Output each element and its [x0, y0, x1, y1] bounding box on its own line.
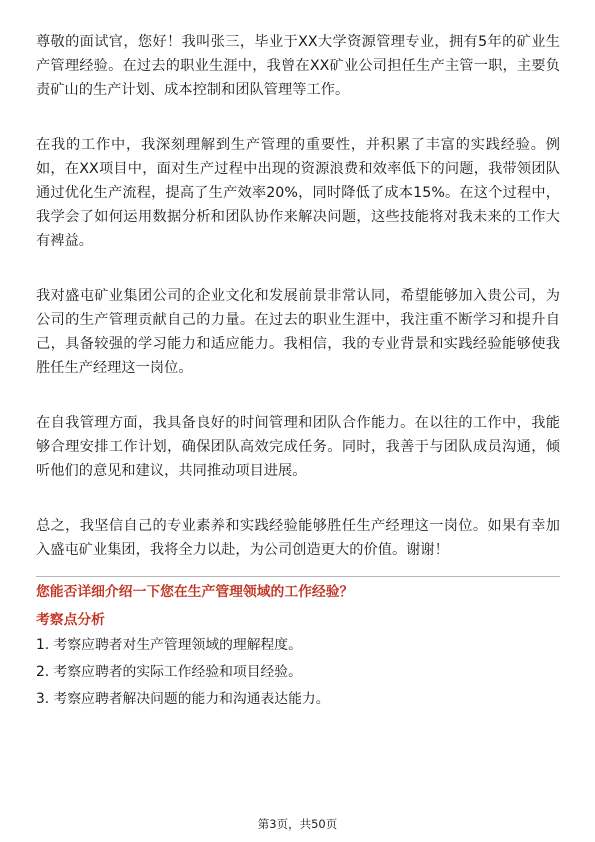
- paragraph: 尊敬的面试官，您好！我叫张三，毕业于XX大学资源管理专业，拥有5年的矿业生产管理经验。在过去的职业生涯中，我曾在XX矿业公司担任生产主管一职，主要负责矿山的生产计划、成本控制和团队管理等工作。: [36, 34, 560, 98]
- analysis-title: 考察点分析: [36, 612, 105, 628]
- paragraph: 我对盛屯矿业集团公司的企业文化和发展前景非常认同，希望能够加入贵公司，为公司的生产管理贡献自己的力量。在过去的职业生涯中，我注重不断学习和提升自己，具备较强的学习能力和适应能力。我相信，我的专业背景和实践经验能够使我胜任生产经理这一岗位。: [36, 288, 560, 376]
- analysis-list: [36, 635, 560, 710]
- page-number: 第3页，共50页: [257, 817, 338, 831]
- paragraph: 在自我管理方面，我具备良好的时间管理和团队合作能力。在以往的工作中，我能够合理安排工作计划，确保团队高效完成任务。同时，我善于与团队成员沟通，倾听他们的意见和建议，共同推动项目进展。: [36, 415, 560, 479]
- list-item: 3. 考察应聘者解决问题的能力和沟通表达能力。: [36, 691, 330, 707]
- document-body: [36, 30, 560, 716]
- paragraph: 总之，我坚信自己的专业素养和实践经验能够胜任生产经理这一岗位。如果有幸加入盛屯矿业集团，我将全力以赴，为公司创造更大的价值。谢谢！: [36, 518, 560, 558]
- list-item: 1. 考察应聘者对生产管理领域的理解程度。: [36, 637, 302, 653]
- list-item: 2. 考察应聘者的实际工作经验和项目经验。: [36, 664, 302, 680]
- interview-question: 您能否详细介绍一下您在生产管理领域的工作经验？: [36, 584, 354, 600]
- paragraph: 在我的工作中，我深刻理解到生产管理的重要性，并积累了丰富的实践经验。例如，在XX项目中，面对生产过程中出现的资源浪费和效率低下的问题，我带领团队通过优化生产流程，提高了生产效率20%，同时降低了成本15%。在这个过程中，我学会了如何运用数据分析和团队协作来解决问题，这些技能将对我未来的工作大有裨益。: [36, 137, 560, 249]
- section-divider: [36, 576, 560, 577]
